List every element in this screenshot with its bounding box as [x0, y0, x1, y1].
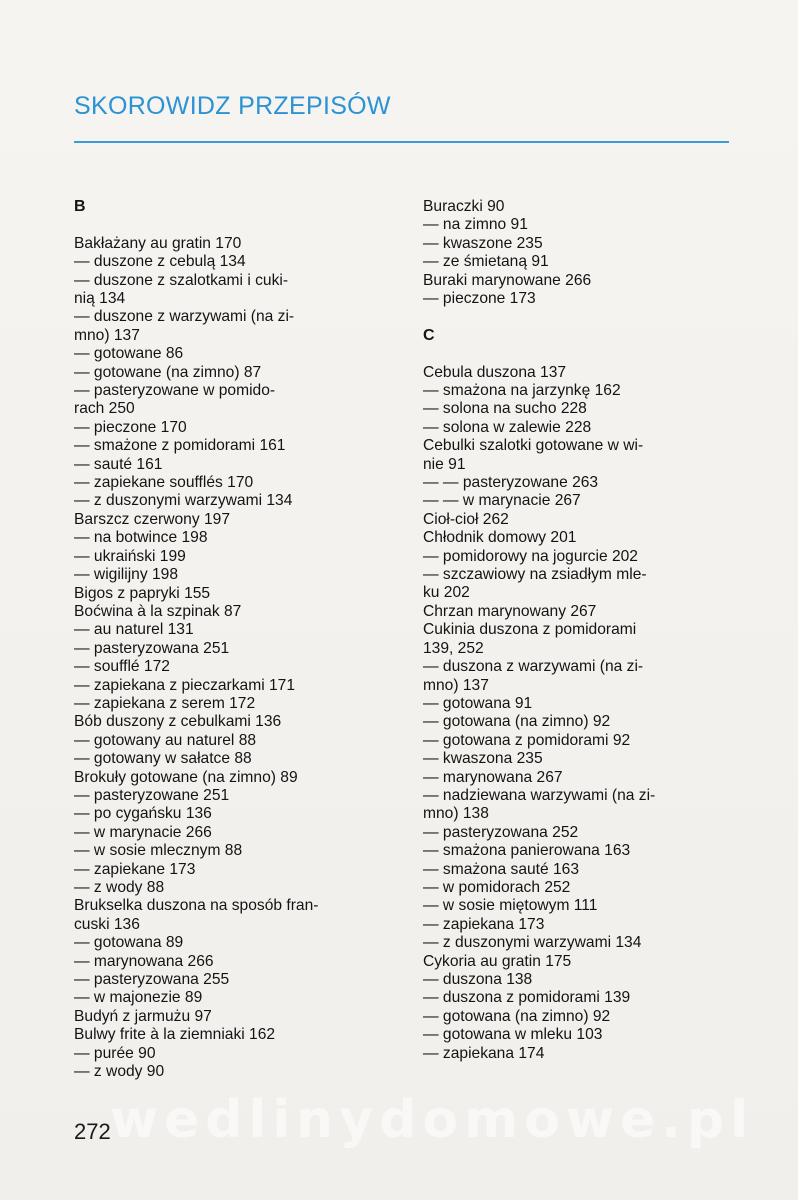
index-entry: — solona na sucho 228	[423, 400, 587, 418]
page-number: 272	[74, 1119, 111, 1144]
index-entry: — w marynacie 266	[74, 823, 212, 841]
index-entry: Brokuły gotowane (na zimno) 89	[74, 768, 298, 786]
index-entry: — kwaszone 235	[423, 234, 543, 252]
index-entry: Bulwy frite à la ziemniaki 162	[74, 1026, 276, 1044]
section-letter: C	[423, 326, 435, 344]
index-entry: Cykoria au gratin 175	[423, 952, 572, 970]
index-entry: — pasteryzowane w pomido-	[74, 382, 276, 400]
index-entry: Chrzan marynowany 267	[423, 602, 597, 620]
index-entry: — duszone z cebulą 134	[74, 253, 246, 271]
index-entry: — marynowana 267	[423, 768, 563, 786]
index-entry: — zapiekane 173	[74, 860, 196, 878]
index-entry: — zapiekana z pieczarkami 171	[74, 676, 296, 694]
index-entry: mno) 138	[423, 805, 489, 823]
index-entry: Cukinia duszona z pomidorami	[423, 621, 637, 639]
index-entry: — gotowana z pomidorami 92	[423, 731, 631, 749]
index-entry: — ze śmietaną 91	[423, 253, 549, 271]
index-entry: — po cygańsku 136	[74, 805, 212, 823]
index-entry: — soufflé 172	[74, 658, 170, 676]
index-entry: — zapiekana 174	[423, 1044, 545, 1062]
index-entry: — gotowany w sałatce 88	[74, 750, 252, 768]
index-entry: Barszcz czerwony 197	[74, 510, 230, 528]
index-entry: — zapiekane soufflés 170	[74, 474, 254, 492]
index-entry: cuski 136	[74, 915, 140, 933]
index-entry: — zapiekana z serem 172	[74, 694, 256, 712]
index-entry: rach 250	[74, 400, 135, 418]
index-entry: — gotowana 89	[74, 934, 184, 952]
index-entry: — — w marynacie 267	[423, 492, 581, 510]
index-entry: — szczawiowy na zsiadłym mle-	[423, 566, 647, 584]
section-letter: B	[74, 198, 86, 215]
index-entry: — pasteryzowana 251	[74, 639, 230, 657]
index-entry: — w sosie miętowym 111	[423, 897, 598, 915]
index-entry: Bigos z papryki 155	[74, 584, 211, 602]
watermark: wedlinydomowe.pl	[110, 1090, 755, 1150]
index-entry: — w sosie mlecznym 88	[74, 842, 243, 860]
index-entry: Chłodnik domowy 201	[423, 529, 577, 547]
index-entry: — ukraiński 199	[74, 547, 186, 565]
index-entry: — smażona na jarzynkę 162	[423, 382, 621, 400]
index-entry: — na zimno 91	[423, 216, 528, 234]
index-entry: Budyń z jarmużu 97	[74, 1007, 212, 1025]
index-entry: — solona w zalewie 228	[423, 418, 592, 436]
index-entry: Bakłażany au gratin 170	[74, 234, 242, 252]
index-entry: — au naturel 131	[74, 621, 194, 639]
index-entry: — duszone z warzywami (na zi-	[74, 308, 295, 326]
index-entry: Boćwina à la szpinak 87	[74, 602, 242, 620]
index-entry: — smażona panierowana 163	[423, 842, 631, 860]
index-entry: — kwaszona 235	[423, 750, 543, 768]
index-entry: — gotowane 86	[74, 345, 184, 363]
index-entry: — gotowana 91	[423, 694, 533, 712]
title-divider	[74, 141, 729, 143]
index-entry: Buraki marynowane 266	[423, 271, 592, 289]
index-entry: — duszona z warzywami (na zi-	[423, 658, 644, 676]
index-entry: — pomidorowy na jogurcie 202	[423, 547, 638, 565]
index-entry: — z duszonymi warzywami 134	[423, 934, 642, 952]
page-title: SKOROWIDZ PRZEPISÓW	[74, 92, 391, 120]
index-entry: — pieczone 170	[74, 418, 187, 436]
index-entry: ku 202	[423, 584, 470, 602]
index-entry: — z wody 88	[74, 879, 165, 896]
index-entry: — gotowany au naturel 88	[74, 731, 257, 749]
index-entry: Cebula duszona 137	[423, 363, 567, 381]
index-entry: — pasteryzowana 255	[74, 971, 230, 989]
index-entry: — w pomidorach 252	[423, 878, 571, 896]
index-entry: — pieczone 173	[423, 290, 536, 308]
index-entry: — duszona z pomidorami 139	[423, 989, 631, 1007]
index-entry: Buraczki 90	[423, 198, 505, 215]
index-entry: — smażone z pomidorami 161	[74, 437, 286, 455]
index-entry: — nadziewana warzywami (na zi-	[423, 786, 656, 804]
index-entry: — na botwince 198	[74, 529, 208, 547]
index-entry: — w majonezie 89	[74, 989, 203, 1007]
index-entry: Bób duszony z cebulkami 136	[74, 713, 282, 731]
index-entry: — gotowane (na zimno) 87	[74, 363, 262, 381]
index-entry: nie 91	[423, 455, 466, 473]
index-entry: — duszone z szalotkami i cuki-	[74, 271, 289, 289]
index-entry: — gotowana (na zimno) 92	[423, 713, 611, 731]
index-entry: — sauté 161	[74, 455, 163, 473]
index-entry: — zapiekana 173	[423, 915, 545, 933]
index-column-right	[423, 198, 729, 1063]
index-column-left	[74, 198, 382, 1081]
index-entry: — gotowana (na zimno) 92	[423, 1007, 611, 1025]
spacer	[423, 308, 729, 326]
index-entry: — — pasteryzowane 263	[423, 474, 599, 492]
index-entry: Brukselka duszona na sposób fran-	[74, 897, 319, 915]
index-entry: mno) 137	[74, 326, 140, 344]
index-entry: Cebulki szalotki gotowane w wi-	[423, 437, 644, 455]
index-entry: — pasteryzowana 252	[423, 823, 579, 841]
index-entry: 139, 252	[423, 639, 484, 657]
index-entry: — marynowana 266	[74, 952, 214, 970]
index-entry: — z wody 90	[74, 1063, 165, 1081]
index-entry: — wigilijny 198	[74, 566, 179, 584]
index-entry: mno) 137	[423, 676, 489, 694]
index-entry: — pasteryzowane 251	[74, 786, 230, 804]
index-entry: nią 134	[74, 290, 126, 307]
index-entry: — purée 90	[74, 1044, 156, 1062]
index-entry: — z duszonymi warzywami 134	[74, 492, 293, 510]
index-entry: Cioł-cioł 262	[423, 510, 509, 528]
index-entry: — gotowana w mleku 103	[423, 1026, 603, 1044]
spacer	[423, 345, 729, 363]
index-entry: — smażona sauté 163	[423, 860, 580, 878]
spacer	[74, 216, 382, 234]
index-entry: — duszona 138	[423, 971, 533, 989]
